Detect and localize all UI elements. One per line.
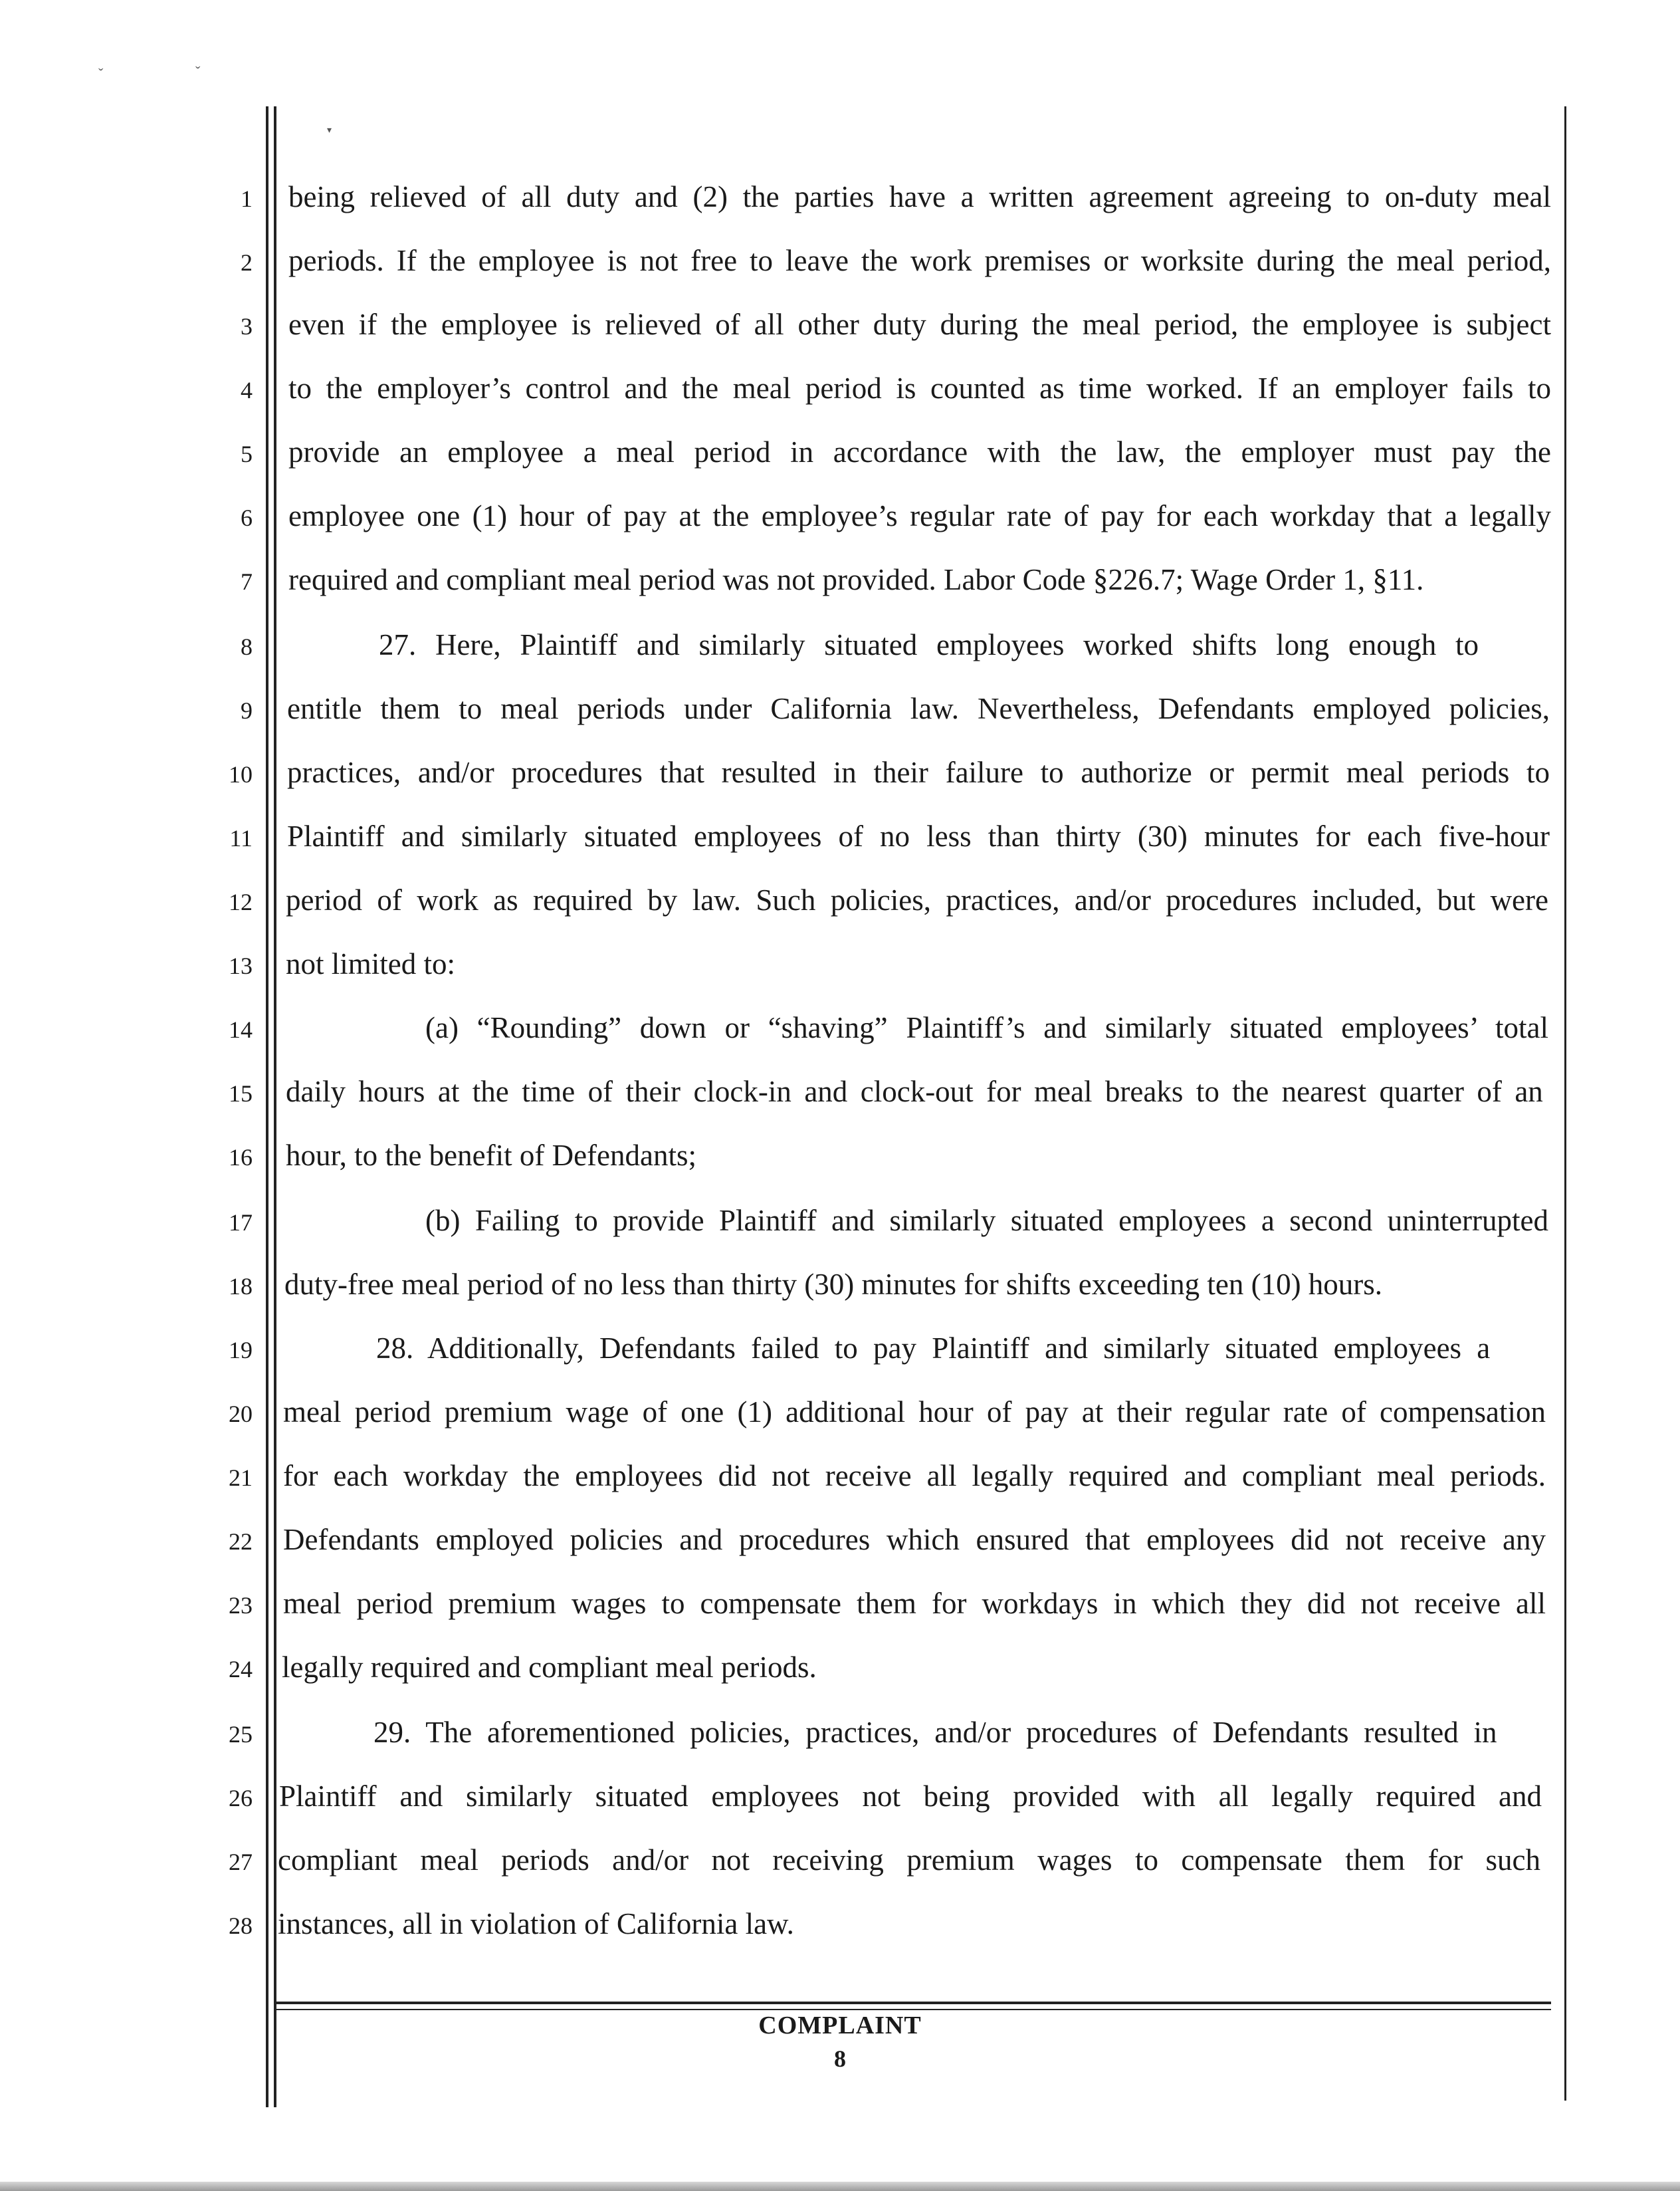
body-line: legally required and compliant meal periods. <box>282 1651 817 1684</box>
line-number: 28 <box>229 1912 253 1939</box>
line-number: 1 <box>241 185 253 212</box>
left-margin-rule <box>274 106 276 2107</box>
line-number: 27 <box>229 1849 253 1875</box>
line-number: 3 <box>241 313 253 340</box>
body-line: instances, all in violation of California law. <box>278 1907 794 1940</box>
line-number: 18 <box>229 1273 253 1300</box>
body-line: employee one (1) hour of pay at the employee’s regular rate of pay for each workday that a legally <box>288 499 1551 532</box>
line-number: 17 <box>229 1209 253 1236</box>
line-number: 20 <box>229 1401 253 1427</box>
line-number: 8 <box>241 634 253 660</box>
line-number: 23 <box>229 1592 253 1619</box>
footer-rule <box>275 2002 1551 2004</box>
body-line: Defendants employed policies and procedures which ensured that employees did not receive any <box>283 1523 1546 1556</box>
line-number: 22 <box>229 1528 253 1555</box>
line-number: 10 <box>229 761 253 788</box>
body-line: daily hours at the time of their clock-in and clock-out for meal breaks to the nearest quarter of an <box>286 1075 1543 1108</box>
body-line: provide an employee a meal period in accordance with the law, the employer must pay the <box>288 435 1551 469</box>
footer-title: COMPLAINT <box>758 2012 922 2039</box>
line-number: 24 <box>229 1656 253 1682</box>
line-number: 4 <box>241 377 253 404</box>
body-line: required and compliant meal period was not provided. Labor Code §226.7; Wage Order 1, §11. <box>288 563 1424 596</box>
body-line: for each workday the employees did not receive all legally required and compliant meal periods. <box>283 1459 1546 1492</box>
line-number: 6 <box>241 505 253 531</box>
line-number: 12 <box>229 889 253 915</box>
line-number: 15 <box>229 1080 253 1107</box>
body-line: period of work as required by law. Such policies, practices, and/or procedures included, but were <box>286 883 1548 917</box>
page-number: 8 <box>834 2045 846 2072</box>
body-line: even if the employee is relieved of all other duty during the meal period, the employee is subject <box>288 308 1551 341</box>
line-number: 13 <box>229 953 253 979</box>
body-line: to the employer’s control and the meal period is counted as time worked. If an employer fails to <box>288 372 1551 405</box>
line-number: 26 <box>229 1785 253 1811</box>
body-line: Plaintiff and similarly situated employees of no less than thirty (30) minutes for each five-hour <box>287 820 1550 853</box>
right-margin-rule <box>1564 106 1566 2101</box>
body-line: Plaintiff and similarly situated employees not being provided with all legally required and <box>279 1780 1542 1813</box>
body-line: hour, to the benefit of Defendants; <box>286 1139 697 1172</box>
body-line: meal period premium wages to compensate them for workdays in which they did not receive all <box>283 1587 1546 1620</box>
body-line: duty-free meal period of no less than thirty (30) minutes for shifts exceeding ten (10) hours. <box>284 1268 1383 1301</box>
line-number: 14 <box>229 1016 253 1043</box>
scan-mark: ˇ <box>98 65 104 82</box>
footer-rule <box>275 2009 1551 2010</box>
body-line: meal period premium wage of one (1) additional hour of pay at their regular rate of compensation <box>283 1395 1546 1429</box>
line-number: 7 <box>241 568 253 595</box>
line-number: 5 <box>241 441 253 467</box>
line-number: 19 <box>229 1337 253 1363</box>
paragraph-28-start: 28. Additionally, Defendants failed to pay Plaintiff and similarly situated employees a <box>376 1331 1491 1365</box>
body-line: entitle them to meal periods under California law. Nevertheless, Defendants employed policies, <box>287 692 1550 725</box>
body-line: periods. If the employee is not free to leave the work premises or worksite during the meal period, <box>288 244 1551 277</box>
line-number: 11 <box>229 825 253 852</box>
line-number: 9 <box>241 697 253 724</box>
line-number: 2 <box>241 249 253 276</box>
body-line: not limited to: <box>286 947 455 980</box>
left-margin-rule <box>266 106 268 2107</box>
scan-mark: ▾ <box>327 126 332 136</box>
line-number: 16 <box>229 1144 253 1171</box>
scan-bottom-edge <box>0 2182 1680 2191</box>
paragraph-29-start: 29. The aforementioned policies, practices, and/or procedures of Defendants resulted in <box>373 1716 1497 1749</box>
body-line: being relieved of all duty and (2) the parties have a written agreement agreeing to on-duty meal <box>288 180 1551 213</box>
body-line: compliant meal periods and/or not receiving premium wages to compensate them for such <box>278 1843 1540 1877</box>
line-number: 21 <box>229 1464 253 1491</box>
subitem-a-start: (a) “Rounding” down or “shaving” Plaintiff’s and similarly situated employees’ total <box>425 1011 1548 1044</box>
line-number: 25 <box>229 1721 253 1748</box>
body-line: practices, and/or procedures that resulted in their failure to authorize or permit meal periods to <box>287 756 1550 789</box>
subitem-b-start: (b) Failing to provide Plaintiff and similarly situated employees a second uninterrupted <box>425 1204 1548 1237</box>
paragraph-27-start: 27. Here, Plaintiff and similarly situated employees worked shifts long enough to <box>379 628 1479 661</box>
scan-mark: ˇ <box>195 63 201 80</box>
